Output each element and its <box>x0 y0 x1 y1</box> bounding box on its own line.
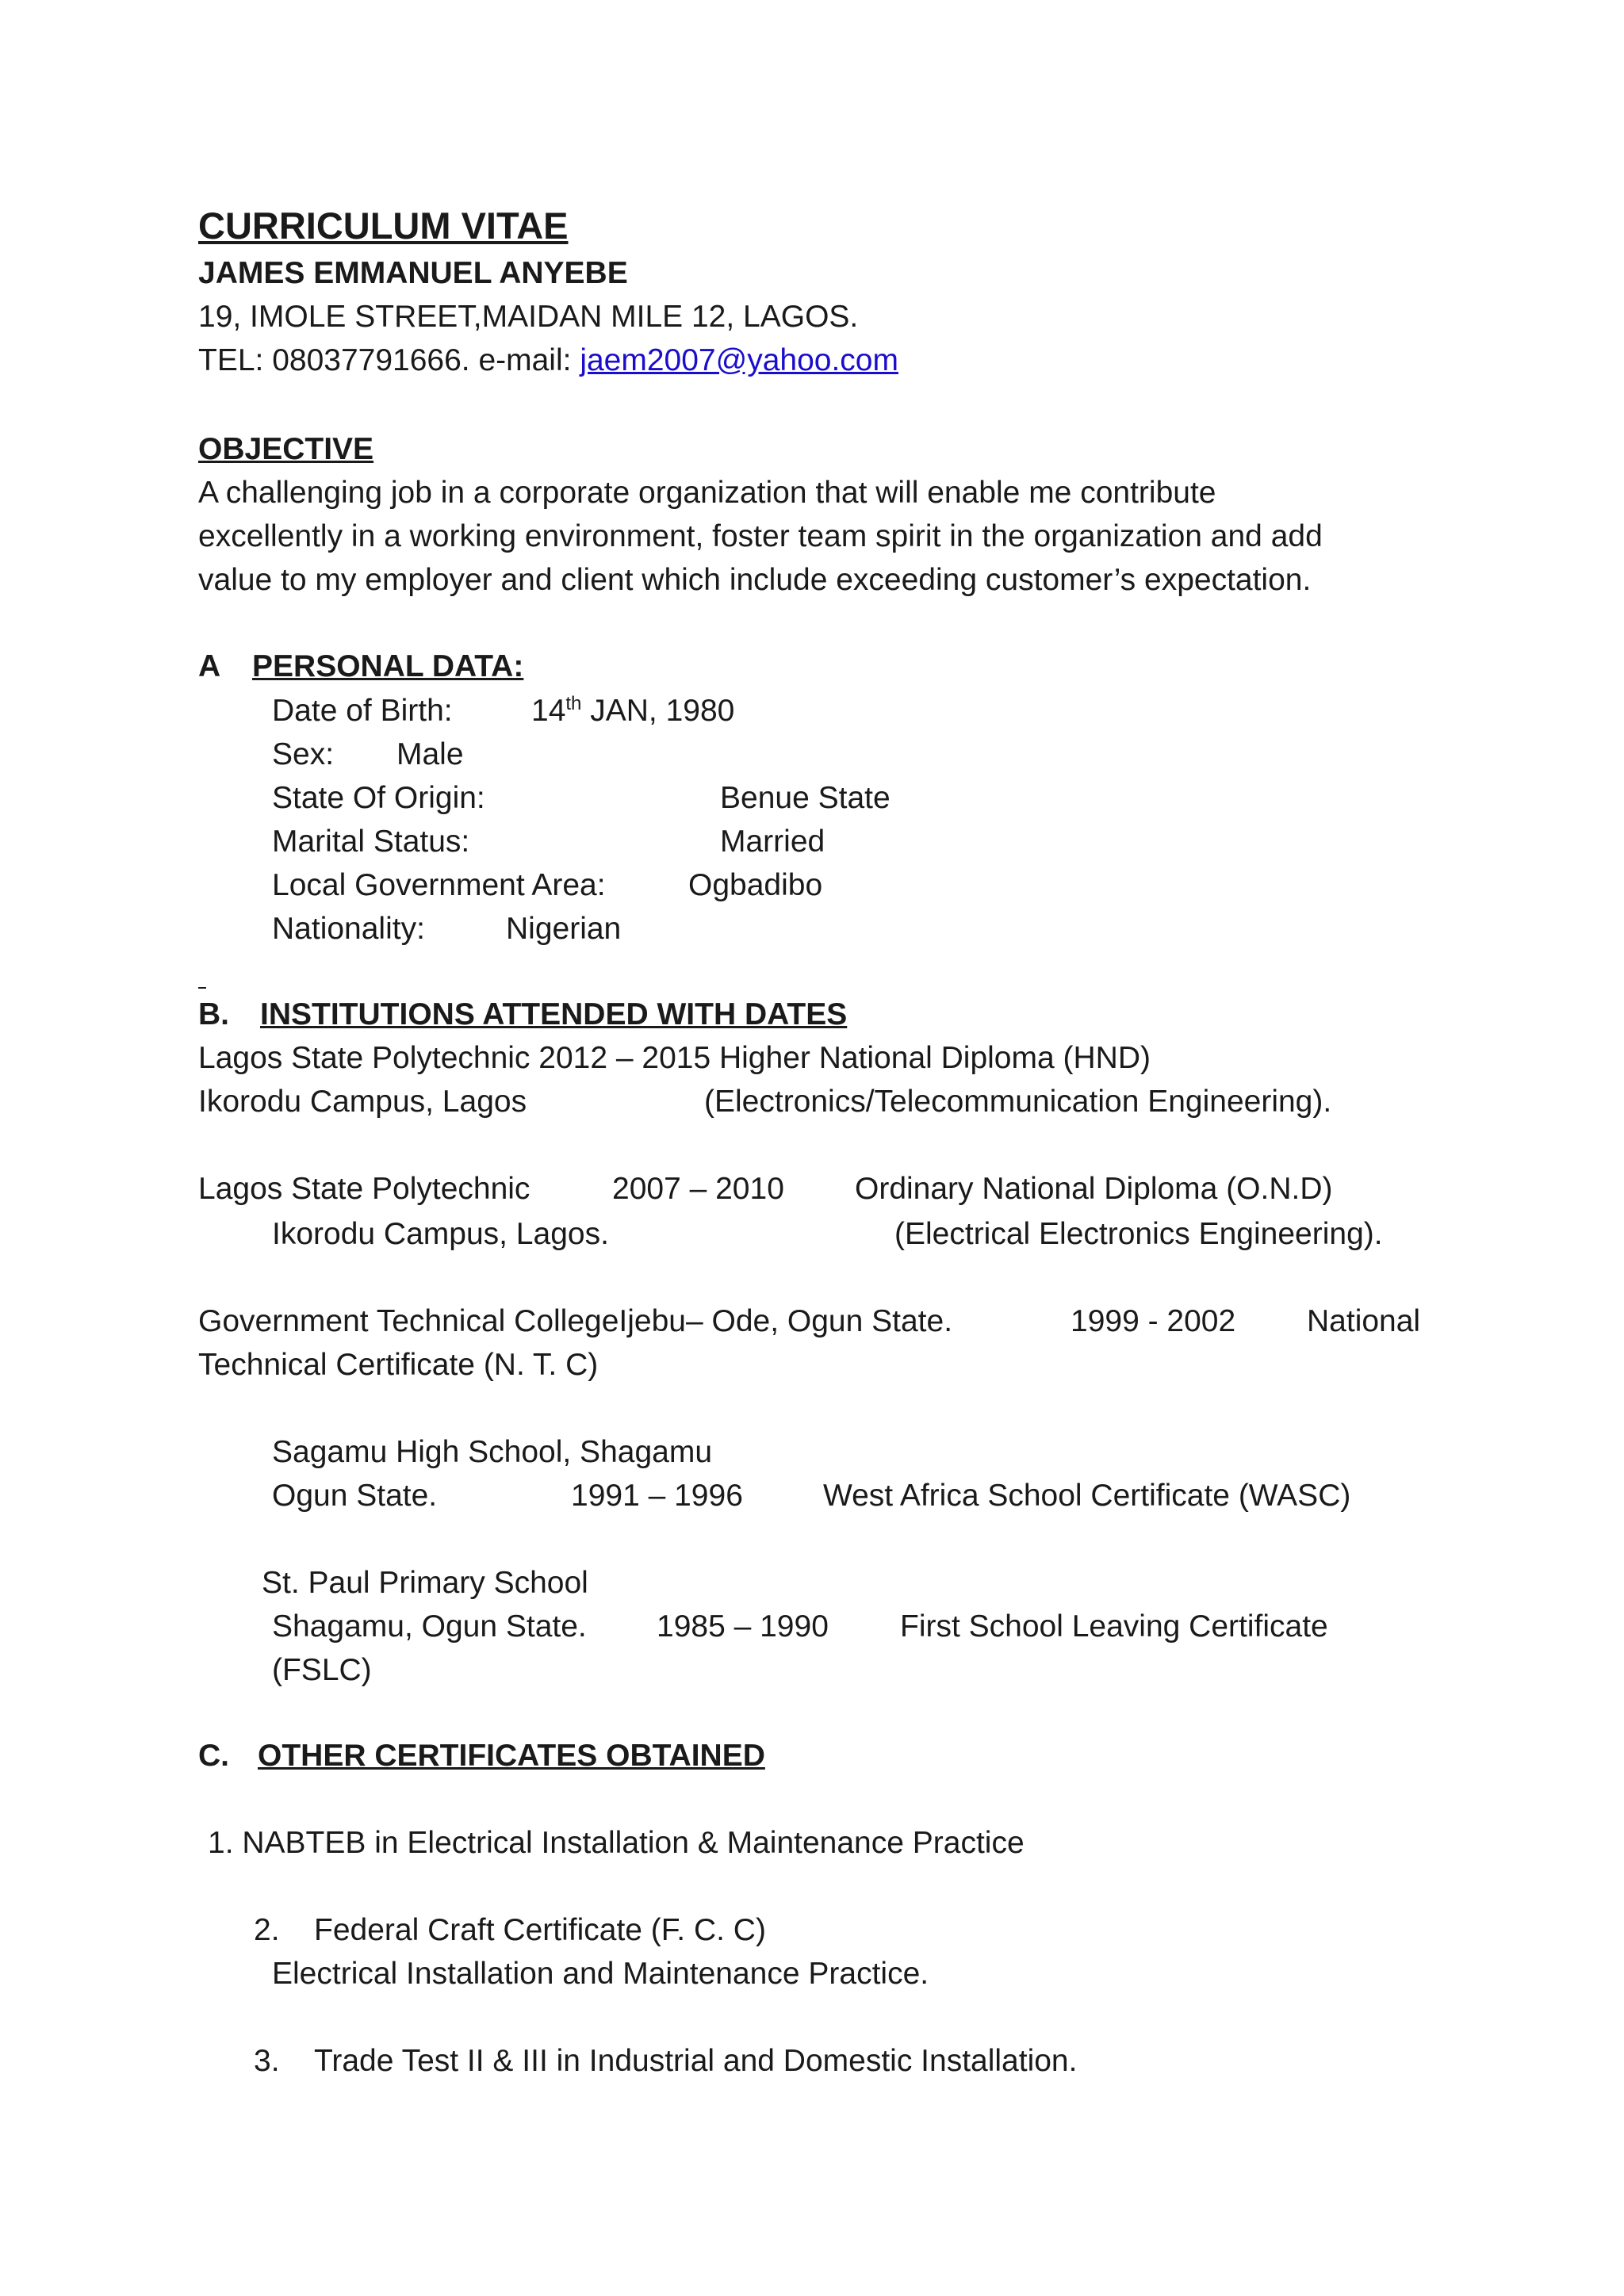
psp-dates: 1985 – 1990 <box>657 1609 829 1644</box>
psp-place: Shagamu, Ogun State. <box>272 1609 587 1644</box>
gtc-dates: 1999 - 2002 <box>1071 1304 1236 1338</box>
telephone-text: TEL: 08037791666. e-mail: <box>198 343 580 377</box>
ond-dates: 2007 – 2010 <box>612 1172 784 1206</box>
address-line: 19, IMOLE STREET,MAIDAN MILE 12, LAGOS. <box>198 300 859 334</box>
shs-place: Ogun State. <box>272 1479 438 1513</box>
hnd-line-1: Lagos State Polytechnic 2012 – 2015 Higher National Diploma (HND) <box>198 1041 1151 1075</box>
document-title: CURRICULUM VITAE <box>198 205 569 247</box>
psp-school: St. Paul Primary School <box>262 1566 588 1600</box>
dob-suffix: th <box>565 693 582 714</box>
origin-label: State Of Origin: <box>272 781 485 815</box>
ond-campus: Ikorodu Campus, Lagos. <box>272 1217 609 1251</box>
hnd-course: (Electronics/Telecommunication Engineering). <box>704 1085 1332 1119</box>
dob-value <box>531 690 734 733</box>
certificate-item-3-number: 3. <box>254 2044 280 2078</box>
certificate-item-2-detail: Electrical Installation and Maintenance Practice. <box>272 1957 929 1991</box>
section-a-letter: A <box>198 649 221 683</box>
certificate-item-3: Trade Test II & III in Industrial and Domestic Installation. <box>314 2044 1078 2078</box>
lga-label: Local Government Area: <box>272 868 606 902</box>
shs-dates: 1991 – 1996 <box>571 1479 743 1513</box>
lga-value: Ogbadibo <box>688 868 823 902</box>
stray-dash-mark <box>198 987 206 989</box>
dob-month-year: JAN, 1980 <box>581 694 735 728</box>
objective-line-3: value to my employer and client which include exceeding customer’s expectation. <box>198 563 1312 597</box>
institutions-heading: INSTITUTIONS ATTENDED WITH DATES <box>260 997 848 1031</box>
section-c-letter: C. <box>198 1739 229 1773</box>
ond-course: (Electrical Electronics Engineering). <box>894 1217 1383 1251</box>
ond-school: Lagos State Polytechnic <box>198 1172 530 1206</box>
objective-line-1: A challenging job in a corporate organization that will enable me contribute <box>198 476 1216 510</box>
personal-data-heading: PERSONAL DATA: <box>252 649 524 683</box>
shs-award: West Africa School Certificate (WASC) <box>823 1479 1351 1513</box>
certificates-heading: OTHER CERTIFICATES OBTAINED <box>258 1739 765 1773</box>
psp-award-1: First School Leaving Certificate <box>900 1609 1328 1644</box>
certificate-item-2-number: 2. <box>254 1913 280 1947</box>
ond-award: Ordinary National Diploma (O.N.D) <box>855 1172 1333 1206</box>
nationality-label: Nationality: <box>272 912 425 946</box>
certificate-item-2: Federal Craft Certificate (F. C. C) <box>314 1913 766 1947</box>
gtc-award-2: Technical Certificate (N. T. C) <box>198 1348 599 1382</box>
contact-line <box>198 339 898 382</box>
section-b-letter: B. <box>198 997 229 1031</box>
certificate-item-1: 1. NABTEB in Electrical Installation & Maintenance Practice <box>208 1826 1025 1860</box>
origin-value: Benue State <box>720 781 891 815</box>
nationality-value: Nigerian <box>506 912 622 946</box>
objective-heading: OBJECTIVE <box>198 432 374 466</box>
marital-value: Married <box>720 825 825 859</box>
shs-school: Sagamu High School, Shagamu <box>272 1435 713 1469</box>
psp-award-2: (FSLC) <box>272 1653 372 1687</box>
sex-value: Male <box>396 737 464 771</box>
objective-line-2: excellently in a working environment, foster team spirit in the organization and add <box>198 519 1323 553</box>
candidate-name: JAMES EMMANUEL ANYEBE <box>198 256 628 290</box>
gtc-school: Government Technical CollegeIjebu– Ode, Ogun State. <box>198 1304 953 1338</box>
dob-label: Date of Birth: <box>272 694 453 728</box>
dob-day: 14 <box>531 694 566 728</box>
marital-label: Marital Status: <box>272 825 470 859</box>
sex-label: Sex: <box>272 737 335 771</box>
hnd-campus: Ikorodu Campus, Lagos <box>198 1085 527 1119</box>
gtc-award-1: National <box>1307 1304 1421 1338</box>
email-link[interactable]: jaem2007@yahoo.com <box>580 343 898 377</box>
